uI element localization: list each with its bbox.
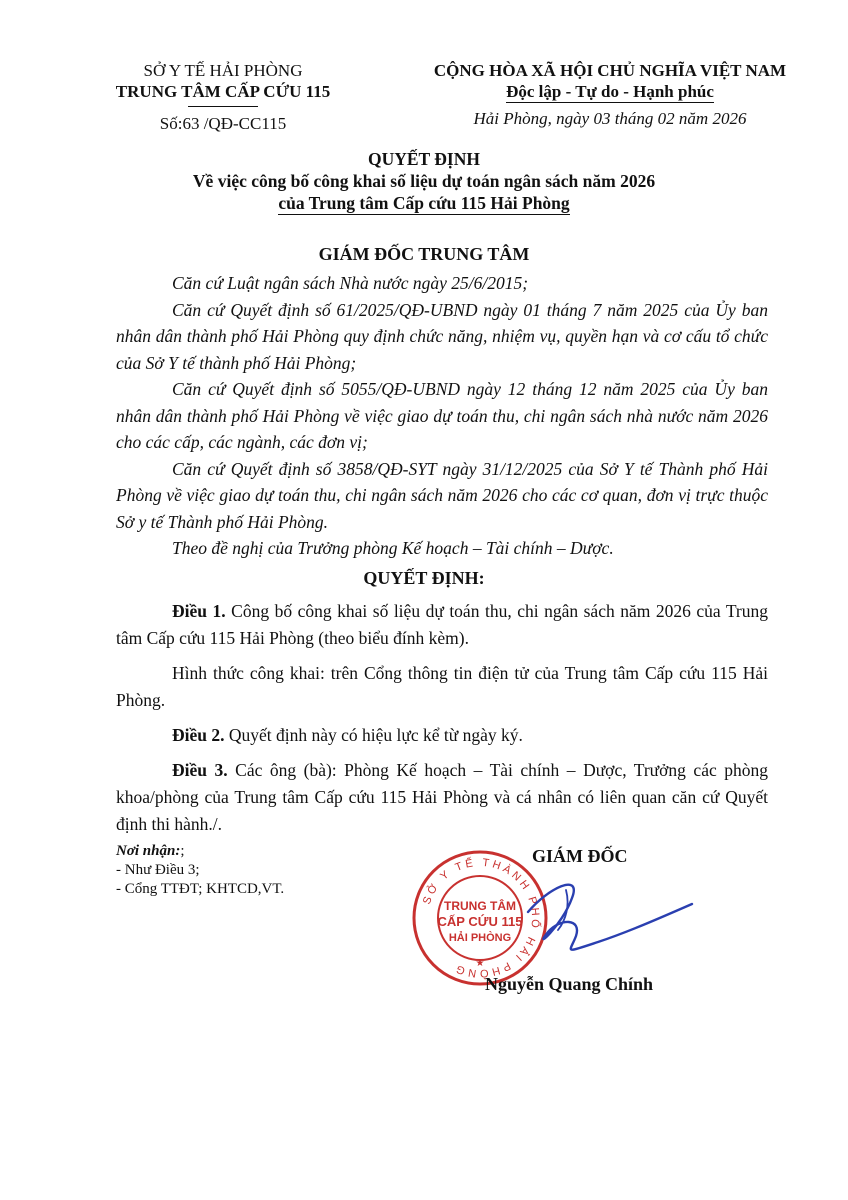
issuer-agency: SỞ Y TẾ HẢI PHÒNG	[143, 61, 303, 80]
document-subject-line1: Về việc công bố công khai số liệu dự toán ngân sách năm 2026	[192, 171, 656, 191]
stamp-text-line1: TRUNG TÂM	[444, 899, 516, 913]
article-1	[116, 598, 768, 652]
article-3	[116, 757, 768, 838]
article-1-text: Công bố công khai số liệu dự toán thu, chi ngân sách năm 2026 của Trung tâm Cấp cứu 115 Hải Phòng (theo biểu đính kèm).	[116, 601, 769, 648]
recipient-item: - Như Điều 3;	[116, 862, 200, 878]
stamp-text-line3: HẢI PHÒNG	[448, 932, 512, 944]
country-name: CỘNG HÒA XÃ HỘI CHỦ NGHĨA VIỆT NAM	[433, 61, 787, 80]
issuer-unit: TRUNG TÂM CẤP CỨU 115	[115, 82, 331, 101]
handwritten-signature	[470, 860, 700, 980]
signer-name: Nguyễn Quang Chính	[485, 974, 654, 994]
authority-heading: GIÁM ĐỐC TRUNG TÂM	[318, 244, 530, 264]
basis-item: Căn cứ Quyết định số 61/2025/QĐ-UBND ngày 01 tháng 7 năm 2025 của Ủy ban nhân dân thành phố Hải Phòng quy định chức năng, nhiệm vụ, quyền hạn và cơ cấu tổ chức của Sở Y tế thành phố Hải Phòng;	[116, 299, 768, 373]
issuer-block	[88, 60, 358, 134]
article-2-text: Quyết định này có hiệu lực kể từ ngày ký.	[224, 725, 523, 745]
basis-item: Căn cứ Luật ngân sách Nhà nước ngày 25/6/2015;	[172, 273, 529, 293]
article-1-label: Điều 1.	[172, 601, 226, 621]
stamp-outer-text: SỞ Y TẾ THÀNH PHỐ HẢI PHÒNG	[420, 856, 542, 980]
recipients-block	[116, 842, 284, 899]
recipient-item: - Cổng TTĐT; KHTCD,VT.	[116, 881, 285, 897]
national-heading	[395, 60, 825, 129]
legal-bases	[116, 270, 768, 562]
basis-item: Căn cứ Quyết định số 3858/QĐ-SYT ngày 31/12/2025 của Sở Y tế Thành phố Hải Phòng về việc giao dự toán thu, chi ngân sách năm 2026 cho các cơ quan, đơn vị trực thuộc Sở y tế Thành phố Hải Phòng.	[116, 458, 768, 532]
basis-item: Theo đề nghị của Trưởng phòng Kế hoạch – Tài chính – Dược.	[172, 538, 614, 558]
article-1-publication: Hình thức công khai: trên Cổng thông tin điện tử của Trung tâm Cấp cứu 115 Hải Phòng.	[116, 663, 768, 710]
document-number: Số:63 /QĐ-CC115	[159, 114, 287, 133]
document-title-block	[0, 148, 848, 215]
document-title: QUYẾT ĐỊNH	[368, 149, 480, 169]
article-2-label: Điều 2.	[172, 725, 225, 745]
recipients-label: Nơi nhận:	[116, 843, 181, 859]
signer-title: GIÁM ĐỐC	[532, 846, 628, 866]
recipients-suffix: ;	[180, 843, 185, 859]
stamp-text-line2: CẤP CỨU 115	[437, 914, 523, 929]
decision-heading: QUYẾT ĐỊNH:	[363, 568, 485, 588]
basis-item: Căn cứ Quyết định số 5055/QĐ-UBND ngày 12 tháng 12 năm 2025 của Ủy ban nhân dân thành phố Hải Phòng về việc giao dự toán thu, chi ngân sách nhà nước năm 2026 cho các cấp, các ngành, các đơn vị;	[116, 379, 768, 452]
articles	[116, 598, 768, 838]
article-3-text: Các ông (bà): Phòng Kế hoạch – Tài chính – Dược, Trưởng các phòng khoa/phòng của Trung tâm Cấp cứu 115 Hải Phòng và cá nhân có liên quan căn cứ Quyết định thi hành./.	[116, 760, 768, 834]
document-subject-line2: của Trung tâm Cấp cứu 115 Hải Phòng	[278, 193, 570, 213]
stamp-star-icon: ★	[475, 958, 485, 969]
article-3-label: Điều 3.	[172, 760, 228, 780]
issuer-divider	[188, 106, 258, 107]
article-2	[116, 722, 768, 749]
place-date: Hải Phòng, ngày 03 tháng 02 năm 2026	[473, 109, 747, 128]
national-motto: Độc lập - Tự do - Hạnh phúc	[506, 82, 714, 101]
